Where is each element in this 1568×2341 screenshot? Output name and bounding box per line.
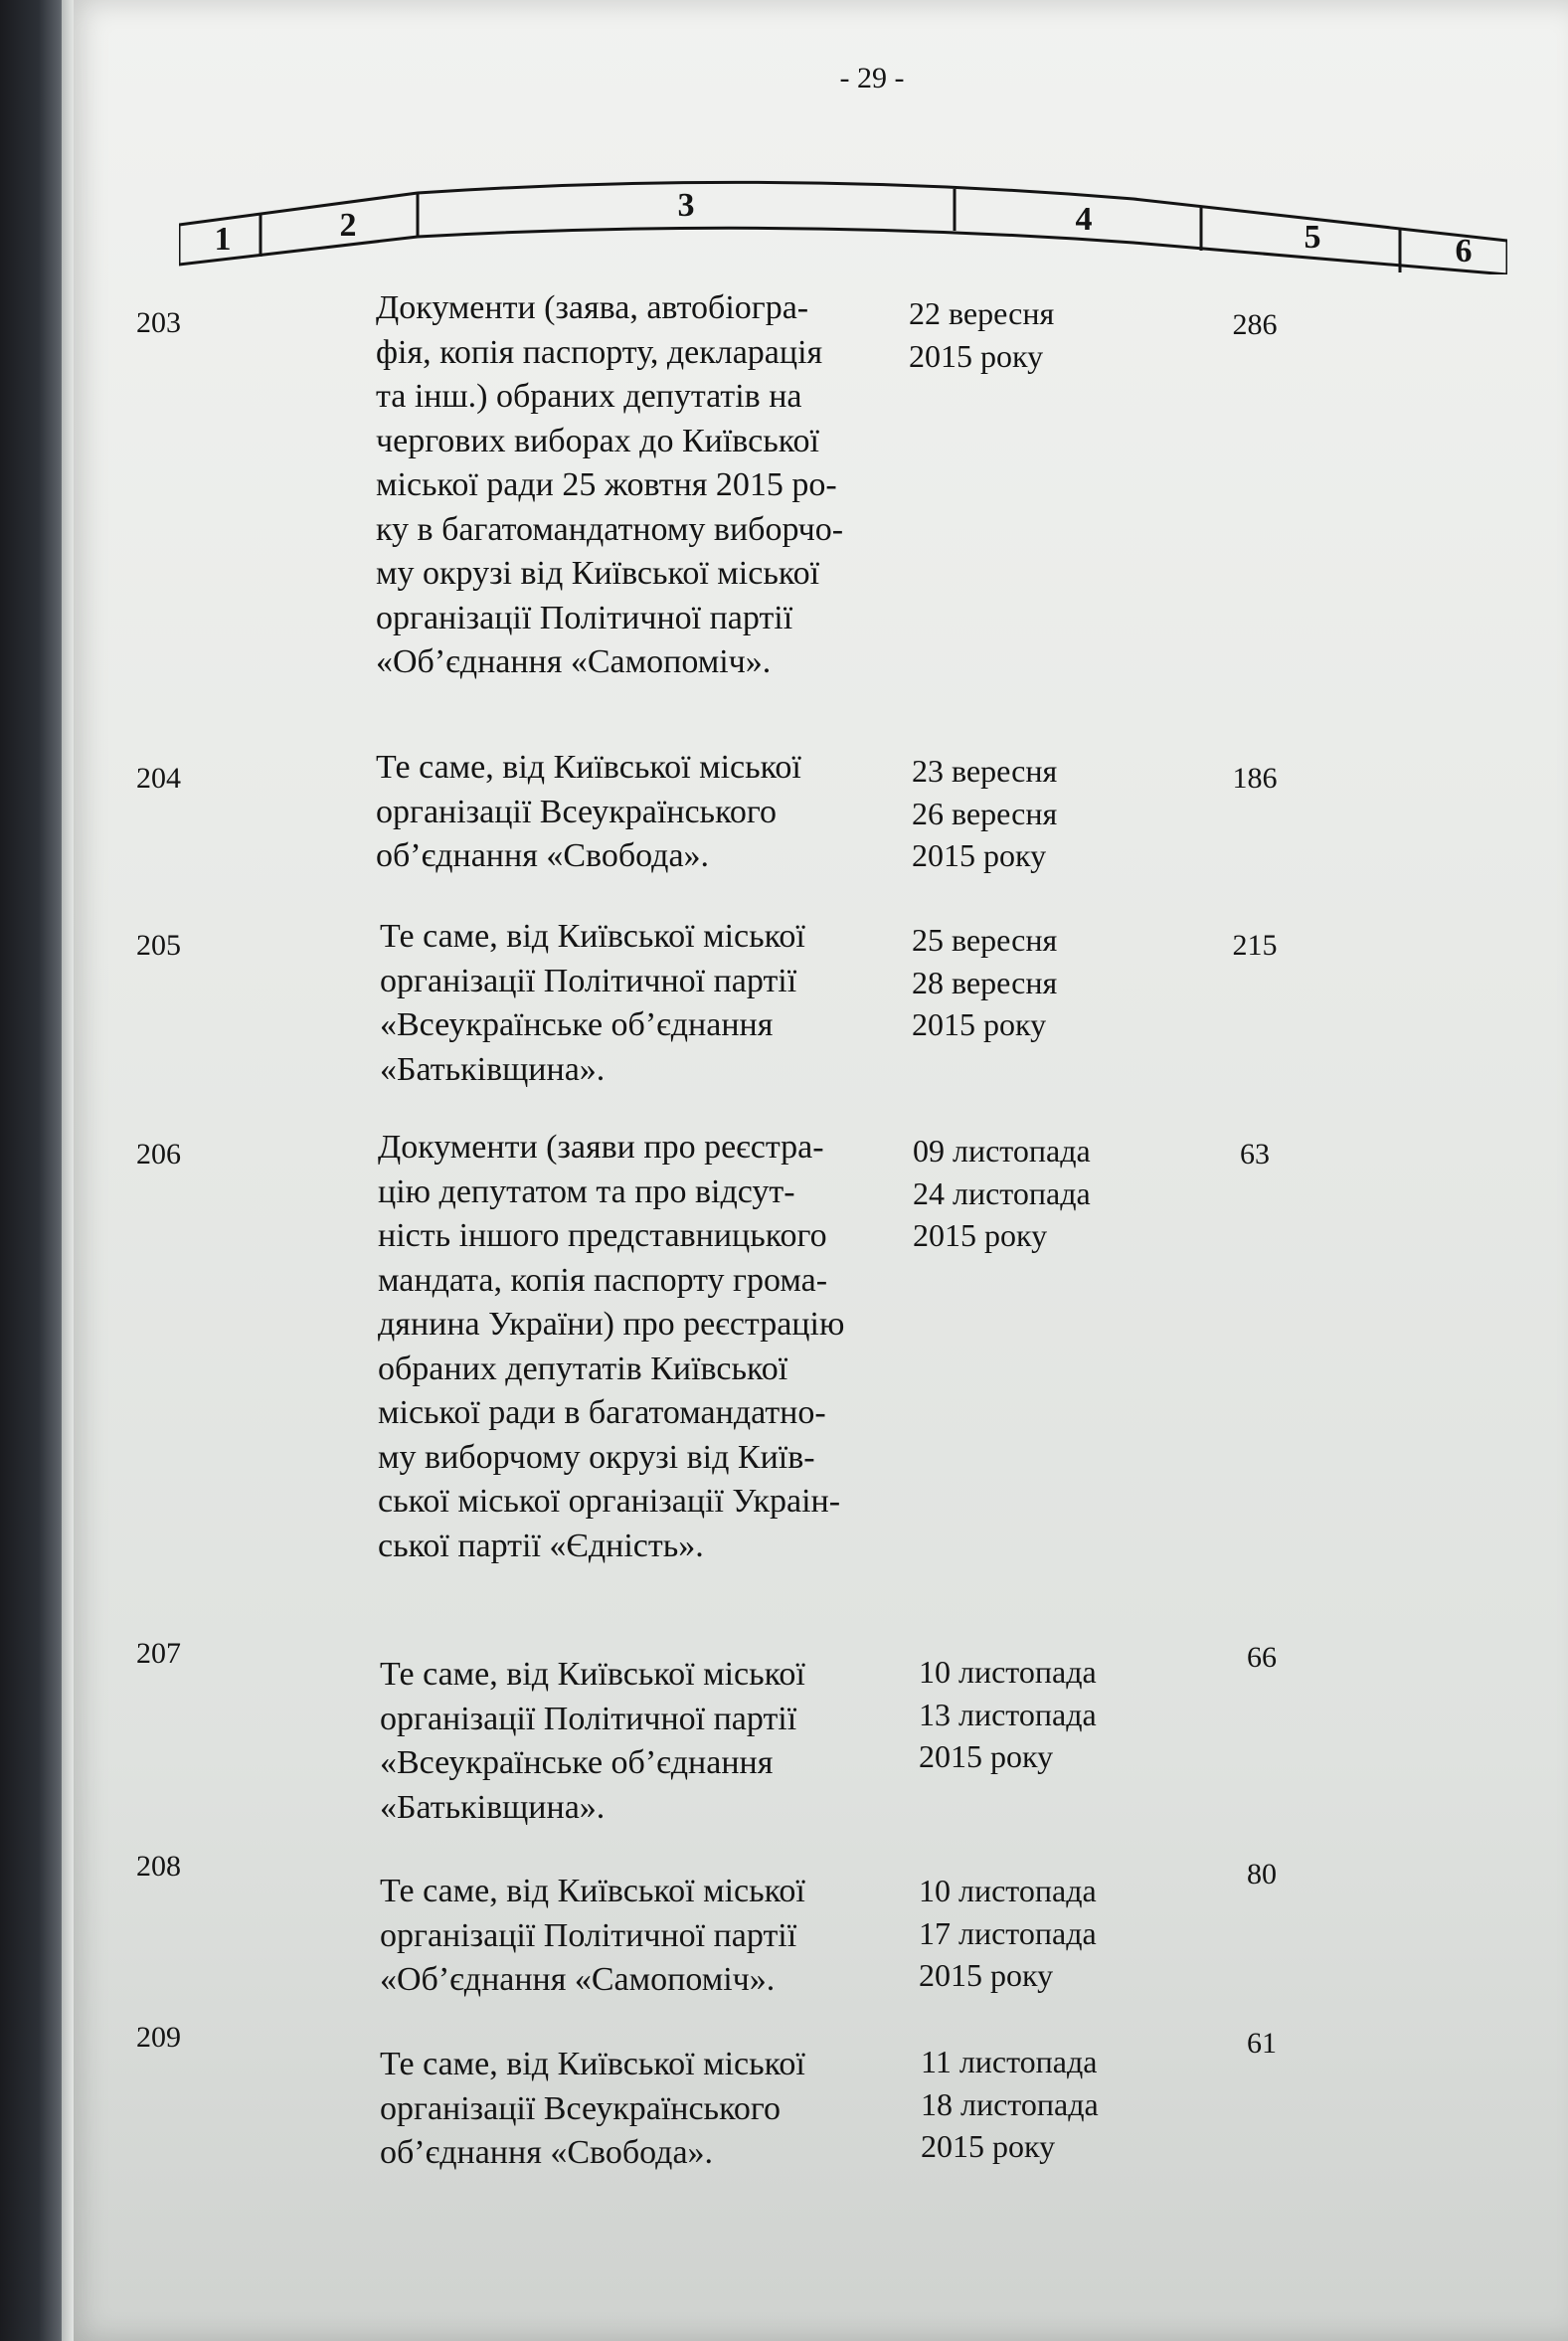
row-dates [921,2041,1179,2168]
date-line: 2015 року [921,2128,1056,2164]
description-line: цію депутатом та про відсут- [378,1172,795,1210]
row-number: 205 [136,929,181,962]
header-col-6: 6 [1455,233,1473,270]
row-dates [913,1130,1171,1257]
row-description [376,746,933,879]
page-edge [62,0,74,2341]
description-line: Те саме, від Київської міської [380,1873,805,1909]
date-line: 11 листопада [921,2044,1098,2079]
description-line: об’єднання «Свобода». [380,2134,714,2171]
row-count: 61 [1247,2027,1277,2060]
row-number: 207 [136,1637,181,1670]
header-col-2: 2 [339,207,357,244]
date-line: 13 листопада [919,1696,1097,1732]
description-line: «Об’єднання «Самопоміч». [376,643,772,680]
description-line: організації Всеукраїнського [380,2089,781,2127]
description-line: ської партії «Єдність». [378,1527,704,1564]
header-col-3: 3 [677,187,695,224]
row-number: 208 [136,1850,181,1883]
row-number: 209 [136,2021,181,2054]
description-line: об’єднання «Свобода». [376,837,710,874]
description-line: міської ради в багатомандатно- [378,1394,826,1431]
row-dates [912,750,1170,877]
description-line: Документи (заява, автобіогра- [376,289,809,326]
description-line: Те саме, від Київської міської [380,1656,805,1693]
description-line: му виборчому окрузі від Київ- [378,1438,815,1476]
row-count: 186 [1232,762,1278,795]
header-col-4: 4 [1075,201,1093,238]
description-line: організації Всеукраїнського [376,793,777,830]
description-line: «Об’єднання «Самопоміч». [380,1961,776,1998]
row-dates [919,1651,1177,1778]
date-line: 26 вересня [912,795,1058,831]
description-line: мандата, копія паспорту грома- [378,1261,828,1299]
date-line: 2015 року [913,1217,1048,1253]
description-line: обраних депутатів Київської [378,1350,788,1387]
date-line: 23 вересня [912,753,1058,789]
date-line: 2015 року [919,1738,1054,1774]
row-description [380,1870,937,2003]
description-line: «Батьківщина». [380,1788,606,1826]
description-line: Документи (заяви про реєстра- [378,1129,824,1166]
row-dates [919,1870,1177,1997]
description-line: організації Політичної партії [380,1916,797,1954]
document-page [62,0,1568,2341]
date-line: 24 листопада [913,1174,1091,1211]
description-line: фія, копія паспорту, декларація [376,333,823,371]
row-description [380,915,937,1092]
description-line: ку в багатомандатному виборчо- [376,510,844,548]
date-line: 10 листопада [919,1873,1097,1908]
row-number: 203 [136,306,181,339]
description-line: Те саме, від Київської міської [376,749,801,786]
description-line: Те саме, від Київської міської [380,2046,805,2082]
description-line: організації Політичної партії [376,599,793,636]
date-line: 17 листопада [919,1914,1097,1951]
description-line: організації Політичної партії [380,962,797,999]
description-line: Те саме, від Київської міської [380,918,805,955]
row-number: 204 [136,762,181,795]
description-line: дянина України) про реєстрацію [378,1306,845,1343]
date-line: 10 листопада [919,1654,1097,1690]
header-col-5: 5 [1304,219,1321,256]
row-description [380,2043,937,2176]
row-description [380,1653,937,1830]
description-line: му окрузі від Київської міської [376,555,820,592]
table-header [179,179,1507,274]
description-line: міської ради 25 жовтня 2015 ро- [376,466,837,503]
row-count: 63 [1240,1138,1270,1170]
description-line: ність іншого представницького [378,1217,827,1254]
book-spine [0,0,70,2341]
description-line: організації Політичної партії [380,1700,797,1737]
page-number: - 29 - [839,62,905,94]
row-number: 206 [136,1138,181,1170]
description-line: та інш.) обраних депутатів на [376,378,802,415]
date-line: 22 вересня [909,295,1055,331]
header-col-1: 1 [214,221,232,258]
date-line: 28 вересня [912,964,1058,1000]
date-line: 2015 року [909,337,1044,374]
row-count: 66 [1247,1641,1277,1674]
row-description [376,286,933,685]
date-line: 25 вересня [912,922,1058,958]
date-line: 2015 року [912,1006,1047,1042]
row-count: 80 [1247,1858,1277,1891]
description-line: «Батьківщина». [380,1050,606,1088]
row-dates [909,292,1167,377]
date-line: 2015 року [912,837,1047,873]
row-count: 286 [1232,308,1278,341]
row-count: 215 [1232,929,1278,962]
description-line: «Всеукраїнське об’єднання [380,1744,774,1781]
description-line: чергових виборах до Київської [376,422,819,459]
row-dates [912,919,1170,1046]
description-line: «Всеукраїнське об’єднання [380,1006,774,1043]
date-line: 09 листопада [913,1133,1091,1169]
row-description [378,1126,935,1568]
date-line: 2015 року [919,1957,1054,1993]
description-line: ської міської організації Украін- [378,1483,841,1520]
date-line: 18 листопада [921,2085,1099,2122]
